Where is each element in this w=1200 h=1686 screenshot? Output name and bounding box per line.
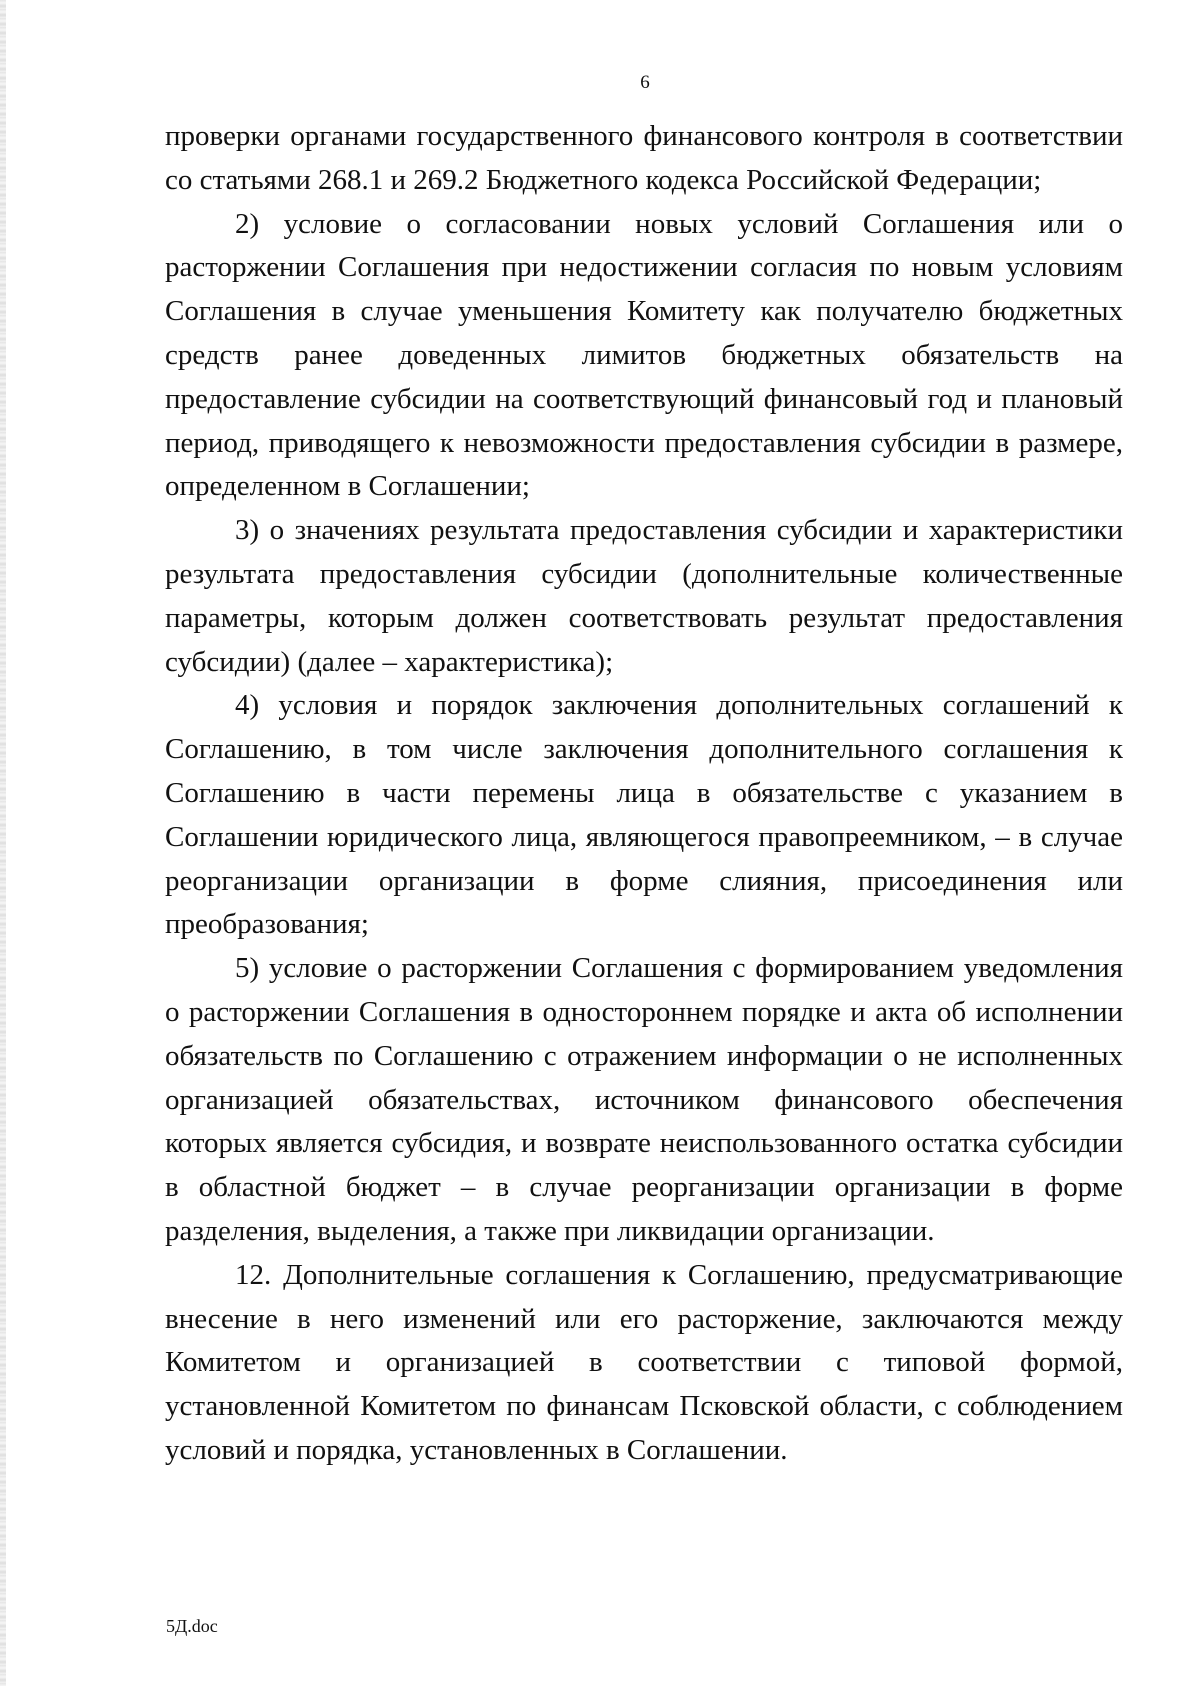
paragraph-continuation: проверки органами государственного финансового контроля в соответствии со статьями 268.1 и 269.2 Бюджетного кодекса Российской Федерации; [165,120,1123,196]
paragraph-item-2: 2) условие о согласовании новых условий Соглашения или о расторжении Соглашения при недостижении согласия по новым условиям Соглашения в случае уменьшения Комитету как получателю бюджетных средств ранее доведенных лимитов бюджетных обязательств на предоставление субсидии на соответствующий финансовый год и плановый период, приводящего к невозможности предоставления субсидии в размере, определенном в Соглашении; [165,207,1123,503]
scan-edge [0,0,6,1686]
page-number: 6 [640,72,650,93]
document-body [165,115,1123,1473]
paragraph-item-4: 4) условия и порядок заключения дополнительных соглашений к Соглашению, в том числе заключения дополнительного соглашения к Соглашению в части перемены лица в обязательстве с указанием в Соглашении юридического лица, являющегося правопреемником, – в случае реорганизации организации в форме слияния, присоединения или преобразования; [165,689,1123,941]
footer-filename: 5Д.doc [166,1616,218,1636]
paragraph-item-5: 5) условие о расторжении Соглашения с формированием уведомления о расторжении Соглашения в одностороннем порядке и акта об исполнении обязательств по Соглашению с отражением информации о не исполненных организацией обязательствах, источником финансового обеспечения которых является субсидия, и возврате неиспользованного остатка субсидии в областной бюджет – в случае реорганизации организации в форме разделения, выделения, а также при ликвидации организации. [165,952,1123,1247]
paragraph-item-3: 3) о значениях результата предоставления субсидии и характеристики результата предоставления субсидии (дополнительные количественные параметры, которым должен соответствовать результат предоставления субсидии) (далее – характеристика); [165,514,1123,678]
paragraph-clause-12: 12. Дополнительные соглашения к Соглашению, предусматривающие внесение в него изменений или его расторжение, заключаются между Комитетом и организацией в соответствии с типовой формой, установленной Комитетом по финансам Псковской области, с соблюдением условий и порядка, установленных в Соглашении. [165,1258,1123,1466]
